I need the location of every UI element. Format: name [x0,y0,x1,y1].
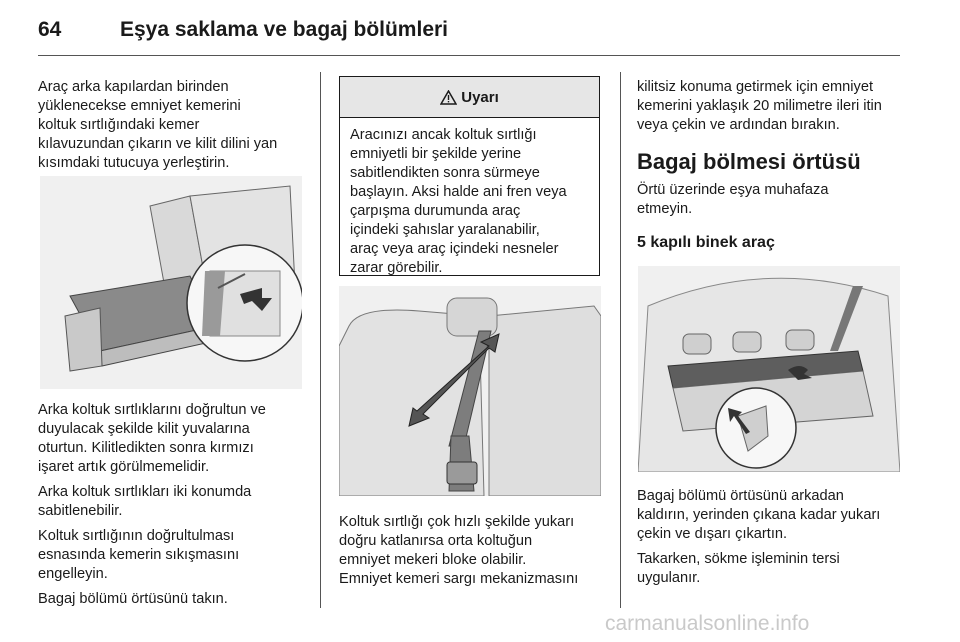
column-divider-left [320,72,321,608]
paragraph: Örtü üzerinde eşya muhafaza etmeyin. [637,182,829,217]
warning-box [339,76,600,276]
section-heading: Bagaj bölmesi örtüsü [637,149,861,174]
seat-back-belt-illustration [339,286,601,496]
paragraph: Koltuk sırtlığının doğrultulması esnasında kemerin sıkışmasını engelleyin. [38,528,240,582]
paragraph: Arka koltuk sırtlıkları iki konumda sabitlenebilir. [38,484,252,519]
column-left-lower [38,401,313,615]
page-title: Eşya saklama ve bagaj bölümleri [120,18,449,41]
seat-belt-guide-illustration [40,176,302,389]
warning-label: Uyarı [461,88,499,106]
seat-belt-illustration [339,286,601,496]
paragraph: kilitsiz konuma getirmek için emniyet kemerini yaklaşık 20 milimetre ileri itin veya çekin ve ardından bırakın. [637,79,882,133]
rear-seat-illustration [40,176,302,389]
paragraph: Koltuk sırtlığı çok hızlı şekilde yukarı doğru katlanırsa orta koltuğun emniyet mekeri bloke olabilir. Emniyet kemeri sargı mekanizmasını [339,514,579,587]
trunk-cover-illustration [638,266,900,472]
paragraph: Takarken, sökme işleminin tersi uygulanır. [637,551,840,586]
paragraph: Araç arka kapılardan birinden yüklenecekse emniyet kemerini koltuk sırtlığındaki kemer kılavuzundan çıkarın ve kilit dilini yan kısımdaki tutucuya yerleştirin. [38,79,278,171]
watermark: carmanualsonline.info [605,612,810,635]
page-number: 64 [38,18,62,41]
paragraph: Bagaj bölümü örtüsünü arkadan kaldırın, yerinden çıkana kadar yukarı çekin ve dışarı çıkartın. [637,488,881,542]
header-rule [38,55,900,56]
subsection-heading: 5 kapılı binek araç [637,234,775,251]
paragraph: Arka koltuk sırtlıklarını doğrultun ve duyulacak şekilde kilit yuvalarına oturtun. Kilitledikten sonra kırmızı işaret artık görülmemelidir. [38,402,266,475]
warning-triangle-icon [440,90,457,105]
column-right-lower [637,487,907,594]
warning-text: Aracınızı ancak koltuk sırtlığı emniyetli bir şekilde yerine sabitlendikten sonra sürmeye başlayın. Aksi halde ani fren veya çarpışma durumunda araç içindeki şahıslar yaralanabilir, araç veya araç içindeki nesneler zarar görebilir. [350,127,567,276]
column-middle-text [339,513,614,595]
column-left [38,78,313,179]
paragraph: Bagaj bölümü örtüsünü takın. [38,591,228,607]
warning-header [340,77,599,118]
column-divider-right [620,72,621,608]
cargo-cover-illustration [638,266,900,472]
column-right [637,78,907,252]
